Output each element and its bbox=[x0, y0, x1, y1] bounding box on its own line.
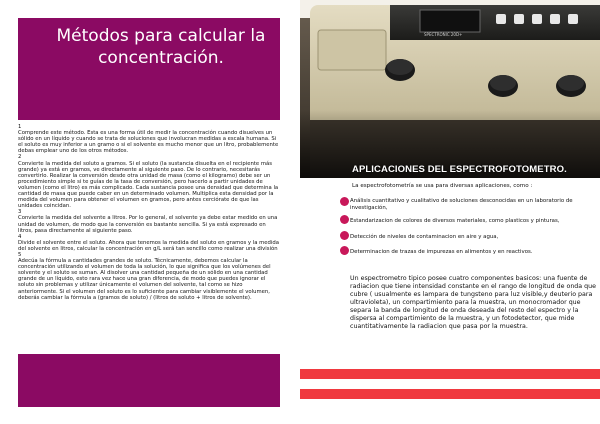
step-number: 2 bbox=[18, 154, 22, 161]
title-box bbox=[18, 18, 280, 120]
applications-intro: La espectrofotometría se usa para diversas aplicaciones, como : bbox=[352, 183, 533, 189]
step-item bbox=[18, 154, 280, 209]
photo-title: APLICACIONES DEL ESPECTROFOTOMETRO. bbox=[352, 164, 567, 175]
application-text: Detección de niveles de contaminacion en aire y agua, bbox=[350, 234, 499, 240]
step-number: 3 bbox=[18, 209, 22, 216]
decor-stripe bbox=[300, 369, 600, 379]
bullet-icon bbox=[340, 246, 349, 255]
page-title: Métodos para calcular la concentración. bbox=[56, 26, 266, 68]
bullet-icon bbox=[340, 215, 349, 224]
spectrophotometer-photo bbox=[300, 0, 600, 178]
step-item bbox=[18, 124, 280, 154]
step-item bbox=[18, 234, 280, 252]
device-label: SPECTRONIC 20D+ bbox=[424, 32, 463, 37]
step-text: Comprende este método. Esta es una forma útil de medir la concentración cuando disuelves un sólido en un líquido y cuando se trata de soluciones que involucran medidas a escala humana. Si el soluto es muy inferior a un gramo o si el solvente es mucho menor que un litro, probablemente debas emplear uno de los otros métodos. bbox=[18, 130, 279, 155]
step-item bbox=[18, 209, 280, 233]
step-number: 5 bbox=[18, 251, 22, 258]
steps-list bbox=[18, 124, 280, 301]
step-text: Convierte la medida del solvente a litros. Por lo general, el solvente ya debe estar medido en una unidad de volumen, de modo que la conversión es bastante sencilla. Si ya está expresado en litros, pasa directamente al siguiente paso. bbox=[18, 215, 278, 234]
bullet-icon bbox=[340, 231, 349, 240]
application-text: Determinacion de trazas de impurezas en alimentos y en reactivos. bbox=[350, 249, 533, 255]
step-number: 4 bbox=[18, 233, 22, 240]
step-text: Convierte la medida del soluto a gramos. Si el soluto (la sustancia disuelta en el recipiente más grande) ya está en gramos, ve directamente al siguiente paso. De lo contrario, necesitarás convertirlo. Realizar la conversión desde otra unidad de masa (como el kilogramo) debe ser un procedimiento simple si te guías de la tasa de conversión, pero hacerlo a partir unidades de volumen (como el litro) es más complicado. Cada sustancia posee una densidad que determina la cantidad de masa que puede caber en un determinado volumen. Multiplica esta densidad por la medida del volumen para obtener el volumen en gramos, pero antes cerciórate de que las unidades coincidan. bbox=[18, 160, 279, 210]
bottom-decor-box bbox=[18, 354, 280, 407]
application-text: Análisis cuantitativo y cualitativo de soluciones desconocidas en un laboratorio de investigación, bbox=[350, 198, 573, 211]
step-number: 1 bbox=[18, 124, 22, 130]
decor-stripe bbox=[300, 389, 600, 399]
step-text: Adecúa la fórmula a cantidades grandes de soluto. Técnicamente, debemos calcular la concentración utilizando el volumen de toda la solución, lo que significa que los volúmenes del solvente y el soluto se suman. Al disolver una cantidad pequeña de un sólido en una cantidad grande de un líquido, esto rara vez hace una gran diferencia, de modo que puedes ignorar el soluto sin problemas y utilizar únicamente el volumen del solvente, tal como se hizo anteriormente. Si el volumen del soluto es lo suficiente para cambiar visiblemente el volumen, deberás cambiar la fórmula a (gramos de soluto) / (litros de soluto + litros de solvente). bbox=[18, 258, 271, 301]
application-text: Estandarizacion de colores de diversos materiales, como plasticos y pinturas, bbox=[350, 218, 560, 224]
bullet-icon bbox=[340, 197, 349, 206]
spectrometer-description: Un espectrometro tipico posee cuatro componentes basicos: una fuente de radiacion que tiene intensidad constante en el rango de longitud de onda que cubre ( usualmente es lampara de tungsteno para luz visible,y deuterio para ultravioleta), un compartimiento para la muestra, un monocromador que separa la banda de longitud de onda deseada del resto del espectro y la dispersa al compartimiento de la muestra, y un fotodetector, que mide cuantitativamente la radiacion que pasa por la muestra. bbox=[350, 275, 597, 330]
step-item bbox=[18, 252, 280, 301]
step-text: Divide el solvente entre el soluto. Ahora que tenemos la medida del soluto en gramos y la medida del solvente en litros, calcular la concentración en g/L será tan sencillo como realizar una división bbox=[18, 239, 279, 252]
